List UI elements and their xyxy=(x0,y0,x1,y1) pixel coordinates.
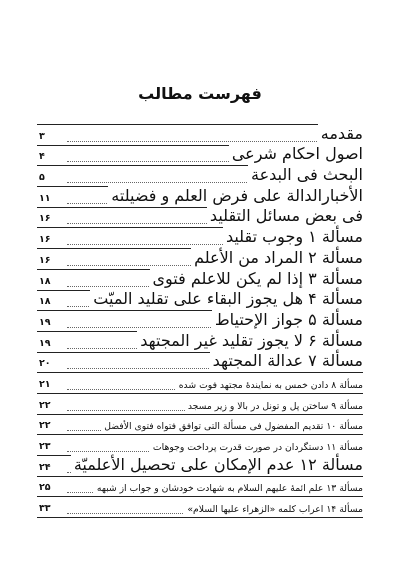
toc-entry-text-wrap xyxy=(229,144,363,163)
toc-entry[interactable] xyxy=(37,332,363,353)
toc-entry[interactable] xyxy=(37,249,363,270)
toc-entry-text-wrap xyxy=(223,227,363,246)
toc-entry-title: مسألة ۱۴ اعراب کلمه «الزهراء علیها السلام» xyxy=(187,504,363,516)
toc-entry-title: البحث فی البدعة xyxy=(250,165,363,185)
toc-entry-title: فی بعض مسائل التقلید xyxy=(209,206,363,226)
toc-page-number: ۱۹ xyxy=(39,338,54,350)
toc-entry-text-wrap xyxy=(212,310,363,329)
toc-entry[interactable] xyxy=(37,187,363,208)
toc-entry-title: مسألة ۱۱ دستگردان در صورت قدرت پرداخت وجوهات xyxy=(152,442,363,453)
toc-entry-text-wrap xyxy=(101,421,363,432)
toc-entry-text-wrap xyxy=(71,455,363,474)
toc-entry[interactable] xyxy=(37,415,363,436)
toc-entry-title: مقدمه xyxy=(320,123,363,143)
toc-entry-text-wrap xyxy=(150,442,363,453)
toc-entry-title: مسألة ۱۳ علم ائمهٔ علیهم السلام به شهادت خودشان و جواب از شبهه xyxy=(96,483,363,495)
toc-page-number: ۱۶ xyxy=(39,213,54,225)
toc-entry[interactable] xyxy=(37,477,363,498)
toc-entry-text-wrap xyxy=(184,504,363,515)
toc-entry-title: مسألة ۸ دادن خمس به نمایندهٔ مجتهد فوت شده xyxy=(178,379,363,391)
toc-entry-title: مسألة ۴ هل یجوز البقاء علی تقلید المیّت xyxy=(93,289,363,309)
toc-entry-title: مسألة ۱۰ تقدیم المفضول فی مسألة التی توافق فتواه فتوی الأفضل xyxy=(104,421,363,433)
toc-entry[interactable] xyxy=(37,125,363,146)
toc-entry[interactable] xyxy=(37,394,363,415)
toc-page-number: ۲۱ xyxy=(39,379,54,391)
toc-page-number: ۲۲ xyxy=(39,400,54,412)
toc-entry-text-wrap xyxy=(185,401,363,412)
toc-entry[interactable] xyxy=(37,166,363,187)
toc-page-number: ۱۱ xyxy=(39,193,54,205)
toc-entry[interactable] xyxy=(37,228,363,249)
toc-page-number: ۲۵ xyxy=(39,482,54,494)
toc-entry-title: مسألة ۲ المراد من الأعلم xyxy=(194,247,363,267)
toc-entry-title: مسألة ۷ عدالة المجتهد xyxy=(212,351,363,371)
toc-page-number: ۱۸ xyxy=(39,296,54,308)
toc-page-number: ۵ xyxy=(39,172,48,184)
toc-entry-title: اصول احکام شرعی xyxy=(231,144,363,164)
toc-entry-text-wrap xyxy=(137,331,363,350)
toc-entry-text-wrap xyxy=(248,165,363,184)
toc-entry-title: مسألة ۹ ساختن پل و تونل در بالا و زیر مسجد xyxy=(187,400,363,412)
table-of-contents xyxy=(37,124,363,518)
toc-page-number: ۳۳ xyxy=(39,503,54,515)
toc-entry-text-wrap xyxy=(191,248,363,267)
toc-entry[interactable] xyxy=(37,353,363,374)
toc-entry-text-wrap xyxy=(94,483,363,494)
toc-entry[interactable] xyxy=(37,208,363,229)
toc-page-number: ۱۹ xyxy=(39,317,54,329)
toc-entry-title: مسألة ۵ جواز الإحتیاط xyxy=(214,309,363,329)
toc-entry-title: مسألة ۱ وجوب تقلید xyxy=(225,227,363,247)
toc-page-number: ۱۶ xyxy=(39,255,54,267)
toc-entry-title: مسألة ۳ إذا لم یکن للاعلم فتوی xyxy=(152,268,363,288)
toc-page-number: ۲۴ xyxy=(39,462,54,474)
toc-entry[interactable] xyxy=(37,373,363,394)
toc-entry[interactable] xyxy=(37,435,363,456)
toc-page-number: ۱۶ xyxy=(39,234,54,246)
toc-page-number: ۲۲ xyxy=(39,420,54,432)
toc-entry[interactable] xyxy=(37,311,363,332)
toc-page-number: ۲۰ xyxy=(39,358,54,370)
toc-entry[interactable] xyxy=(37,146,363,167)
toc-entry-text-wrap xyxy=(176,380,363,391)
toc-entry-text-wrap xyxy=(90,289,363,308)
toc-page-number: ۲۳ xyxy=(39,441,54,453)
toc-entry-text-wrap xyxy=(318,124,363,143)
toc-page-number: ۱۸ xyxy=(39,276,54,288)
toc-entry-title: مسألة ۶ لا یجوز تقلید غیر المجتهد xyxy=(140,330,363,350)
toc-entry[interactable] xyxy=(37,270,363,291)
toc-entry-text-wrap xyxy=(210,351,363,370)
toc-entry-text-wrap xyxy=(150,269,363,288)
toc-entry-title: مسألة ۱۲ عدم الإمکان علی تحصیل الأعلمیّة xyxy=(73,454,363,474)
toc-entry-text-wrap xyxy=(108,186,363,205)
toc-entry-text-wrap xyxy=(207,206,363,225)
toc-page-number: ۴ xyxy=(39,151,48,163)
toc-entry[interactable] xyxy=(37,456,363,477)
toc-entry[interactable] xyxy=(37,497,363,518)
toc-page-number: ۳ xyxy=(39,131,48,143)
toc-entry-title: الأخبارالدالة علی فرض العلم و فضیلته xyxy=(111,185,363,205)
page-title: فهرست مطالب xyxy=(138,84,262,103)
toc-entry[interactable] xyxy=(37,291,363,312)
